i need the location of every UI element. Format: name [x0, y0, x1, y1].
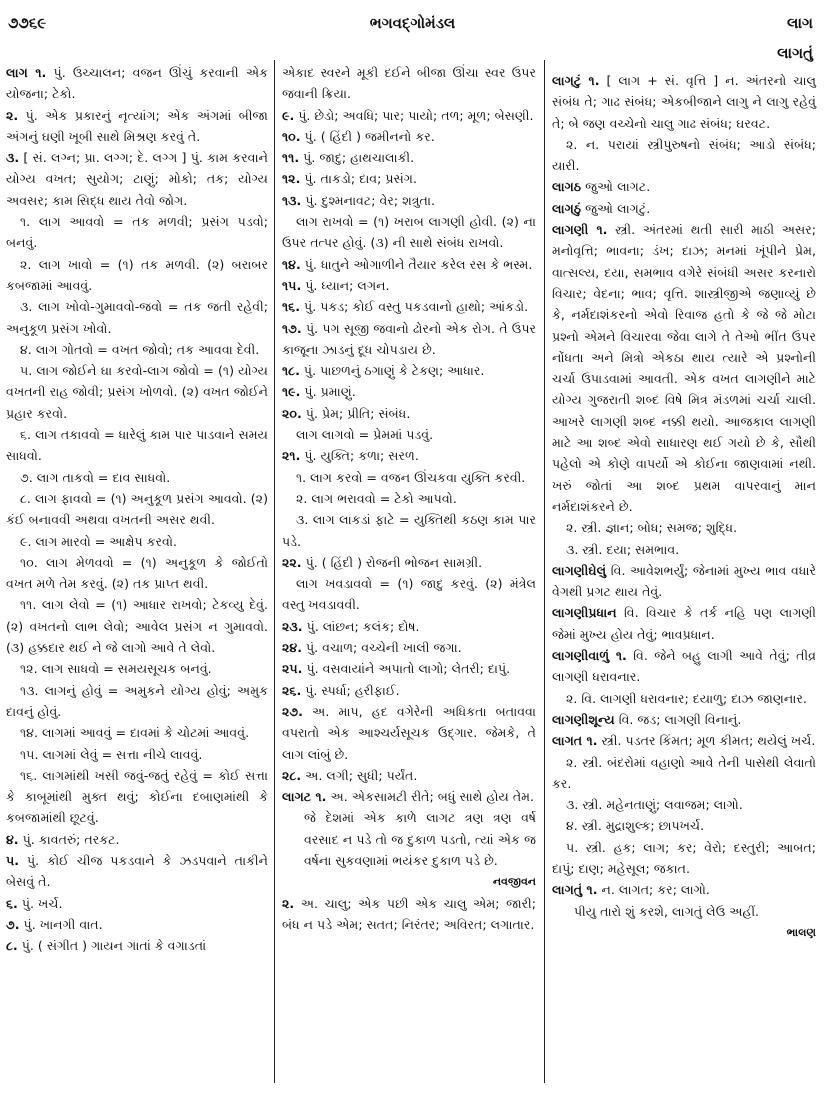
sense-paragraph [282, 573, 536, 616]
headword: લાગણીશૂન્ય [552, 711, 615, 727]
headword: ૨૮. [282, 767, 302, 783]
column-1 [6, 62, 268, 956]
entry-text: જુઓ લાગટું. [581, 200, 651, 216]
dictionary-entry [6, 893, 268, 914]
sense-paragraph [6, 744, 268, 765]
entry-text: ૨. સ્ત્રી. જ્ઞાન; બોધ; સમજ; શુદ્ધિ. [566, 520, 738, 536]
dictionary-entry [282, 147, 536, 168]
entry-text: અ. માપ, હદ વગેરેની અધિકતા બતાવવા વપરાતો એક આશ્ચર્યસૂચક ઉદ્ગાર. જેમકે, તે લાગ લાંબું છે. [282, 703, 536, 762]
entry-text: વિ. વિચાર કે તર્ક નહિ પણ લાગણી જેમાં મુખ્ય હોય તેવું; ભાવપ્રધાન. [552, 605, 816, 642]
headword: ૧૯. [282, 384, 301, 400]
headword: ૧૮. [282, 363, 300, 379]
entry-text: ૨. ન. પરાયાં સ્ત્રીપુરુષનો સંબંધ; આડો સંબંધ; યારી. [552, 136, 816, 174]
entry-text: ૧૪. લાગમાં આવવું = દાવમાં કે ચોટમાં આવવું. [20, 725, 250, 741]
sense-paragraph [6, 531, 268, 552]
dictionary-entry [282, 254, 536, 275]
entry-text: પું. લાંછન; કલંક; દોષ. [302, 618, 420, 634]
dictionary-entry [552, 879, 816, 900]
dictionary-entry [282, 105, 536, 126]
entry-text: ૧. લાગ કરવો = વજન ઊંચકવા યુક્તિ કરવી. [296, 469, 526, 485]
headword: ૨૩. [282, 618, 303, 634]
dictionary-entry [282, 381, 536, 402]
dictionary-entry [282, 616, 536, 637]
headword: ૨૦. [282, 405, 302, 421]
guide-word-last: લાગતું [777, 44, 813, 62]
entry-text: ૨. સ્ત્રી. બંદરોમાં વહાણો આવે તેની પાસેથી લેવાતો કર. [552, 754, 816, 791]
dictionary-entry [282, 190, 536, 211]
column-2 [282, 62, 536, 935]
headword: લાગઠું [552, 200, 582, 216]
entry-text: ૩. સ્ત્રી. દયા; સમભાવ. [566, 541, 680, 557]
headword: ૨૧. [282, 448, 301, 464]
dictionary-entry [552, 645, 816, 688]
dictionary-entry [6, 914, 268, 935]
entry-text: ૭. લાગ તાકવો = દાવ સાધવો. [20, 469, 171, 485]
page-number: ૭૭૬૯ [8, 14, 47, 32]
entry-text: અ. ચાલુ; એક પછી એક ચાલુ એમ; જારી; બંધ ન પડે એમ; સતત; નિરંતર; અવિરત; લગાતાર. [282, 895, 536, 932]
entry-text: ૪. સ્ત્રી. મુદ્રાશુલ્ક; છાપખર્ચ. [566, 818, 705, 834]
headword: ૨૬. [282, 682, 302, 698]
dictionary-entry [282, 701, 536, 765]
sense-paragraph [6, 424, 268, 467]
entry-text: વિ. જડ; લાગણી વિનાનું. [614, 711, 742, 727]
headword: ૧૬. [282, 299, 301, 315]
dictionary-entry [6, 147, 268, 211]
sense-paragraph [6, 296, 268, 339]
entry-text: પું. ધાતુને ઓગાળીને તૈયાર કરેલ રસ કે ભસ્મ. [300, 256, 533, 272]
entry-text: પું. વસવાયાંને અપાતો લાગો; લેતરી; દાપું. [302, 661, 511, 677]
dictionary-entry [552, 198, 816, 219]
sense-paragraph [6, 211, 268, 254]
column-divider [274, 60, 275, 1083]
entry-text: લાગ લાગવો = પ્રેમમાં પડવું. [296, 427, 434, 443]
entry-text: પું. છેડો; અવધિ; પાર; પાયો; તળ; મૂળ; બેસણી. [294, 107, 534, 123]
entry-text: ૩. સ્ત્રી. મહેનતાણું; લવાજમ; લાગો. [566, 797, 743, 813]
entry-text: ૧૨. લાગ સાધવો = સમયસૂચક બનવું. [20, 661, 212, 677]
dictionary-entry [6, 62, 268, 105]
sense-paragraph [552, 815, 816, 836]
column-3 [552, 70, 816, 943]
entry-text: ૯. લાગ મારવો = આક્ષેપ કરવો. [20, 533, 178, 549]
sense-paragraph [552, 539, 816, 560]
headword: લાગણીઘેલું [552, 562, 607, 578]
sense-paragraph [6, 680, 268, 723]
sense-paragraph [6, 467, 268, 488]
headword: લાગણી ૧. [552, 222, 608, 238]
entry-text: ૮. લાગ ફાવવો = (૧) અનુકૂળ પ્રસંગ આવવો. (૨) કંઈ બનાવવી અથવા વખતની અસર થવી. [6, 490, 268, 528]
entry-text: ૧૧. લાગ લેવો = (૧) આધાર રાખવો; ટેકવ્યુ દેવું. (૨) વખતનો લાભ લેવો; આવેલ પ્રસંગ ન ગુમાવવો. (૩) હક્કદાર થઈ ને જે લાગો આવે તે લેવો. [6, 597, 268, 656]
sense-paragraph [6, 254, 268, 297]
dictionary-entry [552, 70, 816, 134]
dictionary-entry [6, 829, 268, 850]
headword: લાગત ૧. [552, 733, 598, 749]
dictionary-entry [552, 219, 816, 517]
dictionary-entry [282, 765, 536, 786]
sense-paragraph [552, 837, 816, 880]
dictionary-entry [282, 893, 536, 936]
entry-text: નવજીવન [492, 875, 536, 889]
entry-text: જે દેશમાં એક કાળે લાગટ ત્રણ ત્રણ વર્ષ વરસાદ ન પડે તો જ દુકાળ પડતો, ત્યાં એક જ વર્ષના સુકવણામાં ભયંકર દુકાળ પડે છે. [304, 810, 536, 868]
dictionary-entry [282, 680, 536, 701]
headword: ૧૧. [282, 150, 300, 166]
headword: લાગટ ૧. [282, 789, 327, 805]
dictionary-entry [282, 296, 536, 317]
entry-text: ૨. વિ. લાગણી ધરાવનાર; દયાળુ; દાઝ જાણનાર. [566, 690, 807, 706]
headword: ૪. [6, 831, 19, 847]
page-title: ભગવદ્ગોમંડલ [369, 14, 456, 32]
headword: ૧૪. [282, 256, 301, 272]
headword: ૮. [6, 938, 18, 954]
citation-source [552, 922, 816, 943]
sense-paragraph [552, 688, 816, 709]
dictionary-entry [282, 168, 536, 189]
entry-text: ૨. લાગ ખાવો = (૧) તક મળવી. (૨) બરાબર કબજામાં આવવું. [6, 256, 268, 293]
entry-text: ૨. લાગ ભરાવવો = ટેકો આપવો. [296, 490, 457, 506]
entry-text: પું. યુક્તિ; કળા; સરળ. [300, 448, 419, 464]
entry-text: ૫. લાગ જોઈને ઘા કરવો-લાગ જોવો = (૧) યોગ્ય વખતની રાહ જોવી; પ્રસંગ ખોળવો. (૨) વખત જોઈને પ્રહાર કરવો. [6, 363, 268, 421]
entry-text: પું. ખર્ચ. [17, 895, 63, 911]
entry-text: પું. વચાળ; વચ્ચેની ખાલી જગા. [302, 640, 462, 656]
sense-paragraph [6, 552, 268, 595]
dictionary-entry [282, 637, 536, 658]
entry-text: અ. લગી; સુધી; પર્યંત. [301, 767, 418, 783]
entry-text: ૬. લાગ તકાવવો = ધારેલું કામ પાર પાડવાને સમય સાધવો. [6, 427, 268, 464]
quotation [552, 901, 816, 922]
entry-text: પીયુ તારો શું કરશે, લાગતું લેઉ અહીં. [574, 903, 760, 919]
sense-paragraph [552, 794, 816, 815]
sense-paragraph [6, 360, 268, 424]
dictionary-entry [552, 730, 816, 751]
guide-word-first: લાગ [787, 14, 813, 32]
entry-text: સ્ત્રી. પડતર કિંમત; મૂળ કીમત; થયેલું ખર્ચ. [597, 733, 816, 749]
entry-text: [ સં. લગ્ન; પ્રા. લગ્ગ; દે. લગ્ગ ] પું. કામ કરવાને યોગ્ય વખત; સુયોગ; ટાણું; મોકો; તક; યોગ્ય અવસર; કામ સિદ્ધ થાય તેવો જોગ. [6, 150, 268, 208]
entry-text: પું. ( હિંદી ) જમીનનો કર. [300, 128, 435, 144]
entry-text: પું. કાવતરું; તરકટ. [18, 831, 120, 847]
entry-text: પું. જાદુ; હાથચાલાકી. [299, 150, 415, 166]
entry-text: ન. લાગત; કર; લાગો. [597, 882, 710, 898]
headword: લાગણીવાળું ૧. [552, 648, 627, 664]
sense-paragraph [6, 658, 268, 679]
entry-text: પું. પગ સૂજી જવાનો ઢોરનો એક રોગ. તે ઉપર કાજૂના ઝાડનું દૂધ ચોપડાય છે. [282, 320, 536, 357]
sense-paragraph [282, 424, 536, 445]
headword: ૧૩. [282, 192, 302, 208]
entry-text: એકાદ સ્વરને મૂકી દઈને બીજા ઊંચા સ્વર ઉપર જવાની ક્રિયા. [282, 65, 536, 102]
dictionary-entry [282, 786, 536, 807]
entry-text: પું. ( હિંદી ) રોજની ભોજન સામગ્રી. [301, 554, 483, 570]
entry-text: પું. એક પ્રકારનું નૃત્યાંગ; એક અંગમાં બીજા અંગનું ઘણી ખૂબી સાથે મિશ્રણ કરવું તે. [6, 107, 268, 144]
entry-text: પું. ખાનગી વાત. [19, 916, 103, 932]
entry-text: સ્ત્રી. અંતરમાં થતી સારી માઠી અસર; મનોવૃત્તિ; ભાવના; ડંખ; દાઝ; મનમાં ખૂંપીને પ્રેમ, વાત્સલ્ય, દયા, સમભાવ વગેરે સંબંધી અસર કરનારો વિચાર; વેદના; ભાવ; વૃત્તિ. શાસ્ત્રીજીએ જણાવ્યું છે કે, નર્મદાશંકરનો એવો રિવાજ હતો કે જે જે મોટા પ્રશ્નો એમને વિચારવા જેવા લાગે તે તેઓ ભીંત ઉપર નોંધતા અને મિત્રો એકઠા થાય ત્યારે એ પ્રશ્નોની ચર્ચા ઉપાડવામાં આવતી. એક વખત લાગણીને માટે યોગ્ય ગુજરાતી શબ્દ વિષે મિત્ર મંડળમાં ચર્ચા ચાલી. આખરે લાગણી શબ્દ નક્કી થયો. આજકાલ લાગણી માટે આ શબ્દ એવો સાધારણ થઈ ગયો છે કે, સૌથી પહેલો એ કોણે વાપર્યો એ કોઈના જાણવામાં નથી. ખરું જોતાં આ શબ્દ પ્રથમ વાપરવાનું માન નર્મદાશંકરને છે. [552, 222, 816, 514]
headword: ૧૨. [282, 171, 301, 187]
entry-text: પું. પકડ; કોઈ વસ્તુ પકડવાનો હાથો; આંકડો. [300, 299, 529, 315]
dictionary-entry [552, 176, 816, 197]
entry-text: ૧૩. લાગનું હોવું = અમુકને યોગ્ય હોવું; અમુક દાવનું હોવું. [6, 682, 268, 719]
dictionary-entry [282, 552, 536, 573]
entry-text: પું. પ્રમાણું. [300, 384, 356, 400]
entry-text: પું. તાકડો; દાવ; પ્રસંગ. [300, 171, 417, 187]
entry-text: પું. દુશ્મનાવટ; વેર; શત્રુતા. [301, 192, 435, 208]
sense-paragraph [282, 467, 536, 488]
dictionary-entry [282, 275, 536, 296]
entry-text: ૧. લાગ આવવો = તક મળવી; પ્રસંગ પડવો; બનવું. [6, 214, 268, 251]
sense-paragraph [282, 62, 536, 105]
entry-text: ૫. સ્ત્રી. હક; લાગ; કર; વેરો; દસ્તુરી; આબત; દાપું; દાણ; મહેસૂલ; જકાત. [552, 839, 816, 876]
entry-text: ૧૫. લાગમાં લેવું = સત્તા નીચે લાવવું. [20, 746, 203, 762]
dictionary-entry [282, 318, 536, 361]
dictionary-entry [282, 360, 536, 381]
quotation [282, 807, 536, 871]
sense-paragraph [282, 509, 536, 552]
entry-text: પું. ( સંગીત ) ગાયન ગાતાં કે વગાડતાં [17, 938, 207, 954]
headword: ૯. [282, 107, 295, 123]
entry-text: પું. ઉચ્ચાલન; વજન ઊંચું કરવાની એક યોજના; ટેકો. [6, 65, 269, 102]
entry-text: વિ. જેને બહુ લાગી આવે તેવું; તીવ્ર લાગણી ધરાવનાર. [552, 648, 816, 685]
entry-text: ૩. લાગ ખોવો-ગુમાવવો-જવો = તક જતી રહેવી; અનુકૂળ પ્રસંગ ખોવો. [6, 299, 268, 336]
sense-paragraph [552, 752, 816, 795]
entry-text: પું. પ્રેમ; પ્રીતિ; સંબંધ. [301, 405, 411, 421]
dictionary-entry [552, 709, 816, 730]
headword: લાગઠ [552, 179, 582, 195]
headword: ૨. [282, 895, 295, 911]
sense-paragraph [6, 488, 268, 531]
headword: લાગટું ૧. [552, 73, 600, 88]
sense-paragraph [6, 722, 268, 743]
entry-text: ૪. લાગ ગોતવો = વખત જોવો; તક આવવા દેવી. [20, 341, 260, 357]
entry-text: ભાલણ [786, 925, 816, 939]
entry-text: [ લાગ + સં. વૃત્તિ ] ન. અંતરનો ચાલુ સંબંધ તે; ગાઢ સંબંધ; એકબીજાને લાગુ ને લાગુ રહેવું તે; બે જણ વચ્ચેનો ચાલુ ગાઢ સંબંધ; ઘરવટ. [552, 73, 816, 131]
entry-text: પું. સ્પર્ધા; હરીફાઈ. [301, 682, 400, 698]
dictionary-entry [282, 658, 536, 679]
dictionary-entry [6, 850, 268, 893]
headword: ૧૫. [282, 277, 302, 293]
entry-text: ૩. લાગ લાકડાં ફાટે = યુક્તિથી કઠણ કામ પાર પડે. [282, 512, 536, 549]
entry-text: અ. એકસામટી રીતે; બધું સાથે હોય તેમ. [326, 789, 535, 805]
headword: લાગ ૧. [6, 65, 47, 80]
entry-text: લાગ ખવડાવવો = (૧) જાદુ કરવું. (૨) મંત્રેલ વસ્તુ ખવડાવવી. [282, 576, 536, 613]
headword: ૬. [6, 895, 18, 911]
entry-text: પું. ધ્યાન; લગન. [301, 277, 390, 293]
entry-text: ૧૦. લાગ મેળવવો = (૧) અનુકૂળ કે જોઈતો વખત મળે તેમ કરવું. (૨) તક પ્રાપ્ત થવી. [6, 554, 268, 592]
headword: ૨૭. [282, 703, 303, 719]
headword: ૧૭. [282, 320, 302, 336]
dictionary-entry [282, 126, 536, 147]
sense-paragraph [282, 211, 536, 254]
dictionary-entry [6, 105, 268, 148]
headword: ૫. [6, 852, 20, 868]
headword: ૨. [6, 107, 19, 123]
headword: ૨૨. [282, 554, 302, 570]
sense-paragraph [6, 765, 268, 829]
sense-paragraph [552, 517, 816, 538]
dictionary-entry [282, 403, 536, 424]
headword: લાગણીપ્રધાન [552, 605, 617, 621]
entry-text: વિ. આવેશભર્યું; જેનામાં મુખ્ય ભાવ વધારે વેગથી પ્રગટ થાય તેવું. [552, 562, 816, 600]
headword: ૧૦. [282, 128, 301, 144]
sense-paragraph [6, 339, 268, 360]
headword: ૨૪. [282, 640, 302, 656]
dictionary-entry [552, 602, 816, 645]
entry-text: પું. પાછળનું ઠગાણું કે ટેકણ; આધાર. [299, 363, 485, 379]
entry-text: જુઓ લાગટ. [581, 179, 651, 195]
headword: ૩. [6, 150, 20, 166]
dictionary-entry [282, 445, 536, 466]
headword: ૭. [6, 916, 20, 932]
entry-text: ૧૬. લાગમાંથી ખસી જવું-જતું રહેવું = કોઈ સત્તા કે કાબૂમાંથી મુક્ત થવું; કોઈના દબાણમાંથી કે કબજામાંથી છૂટવું. [6, 767, 268, 826]
entry-text: પું. કોઈ ચીજ પકડવાને કે ઝડપવાને તાકીને બેસવું તે. [6, 852, 268, 890]
sense-paragraph [282, 488, 536, 509]
headword: ૨૫. [282, 661, 303, 677]
sense-paragraph [6, 594, 268, 658]
dictionary-entry [552, 560, 816, 603]
column-divider [544, 60, 545, 1083]
headword: લાગતું ૧. [552, 882, 598, 898]
citation-source [282, 871, 536, 892]
entry-text: લાગ રાખવો = (૧) ખરાબ લાગણી હોવી. (૨) ના ઉપર તત્પર હોવું. (૩) ની સાથે સંબંધ રાખવો. [282, 214, 536, 251]
dictionary-entry [6, 935, 268, 956]
sense-paragraph [552, 134, 816, 177]
